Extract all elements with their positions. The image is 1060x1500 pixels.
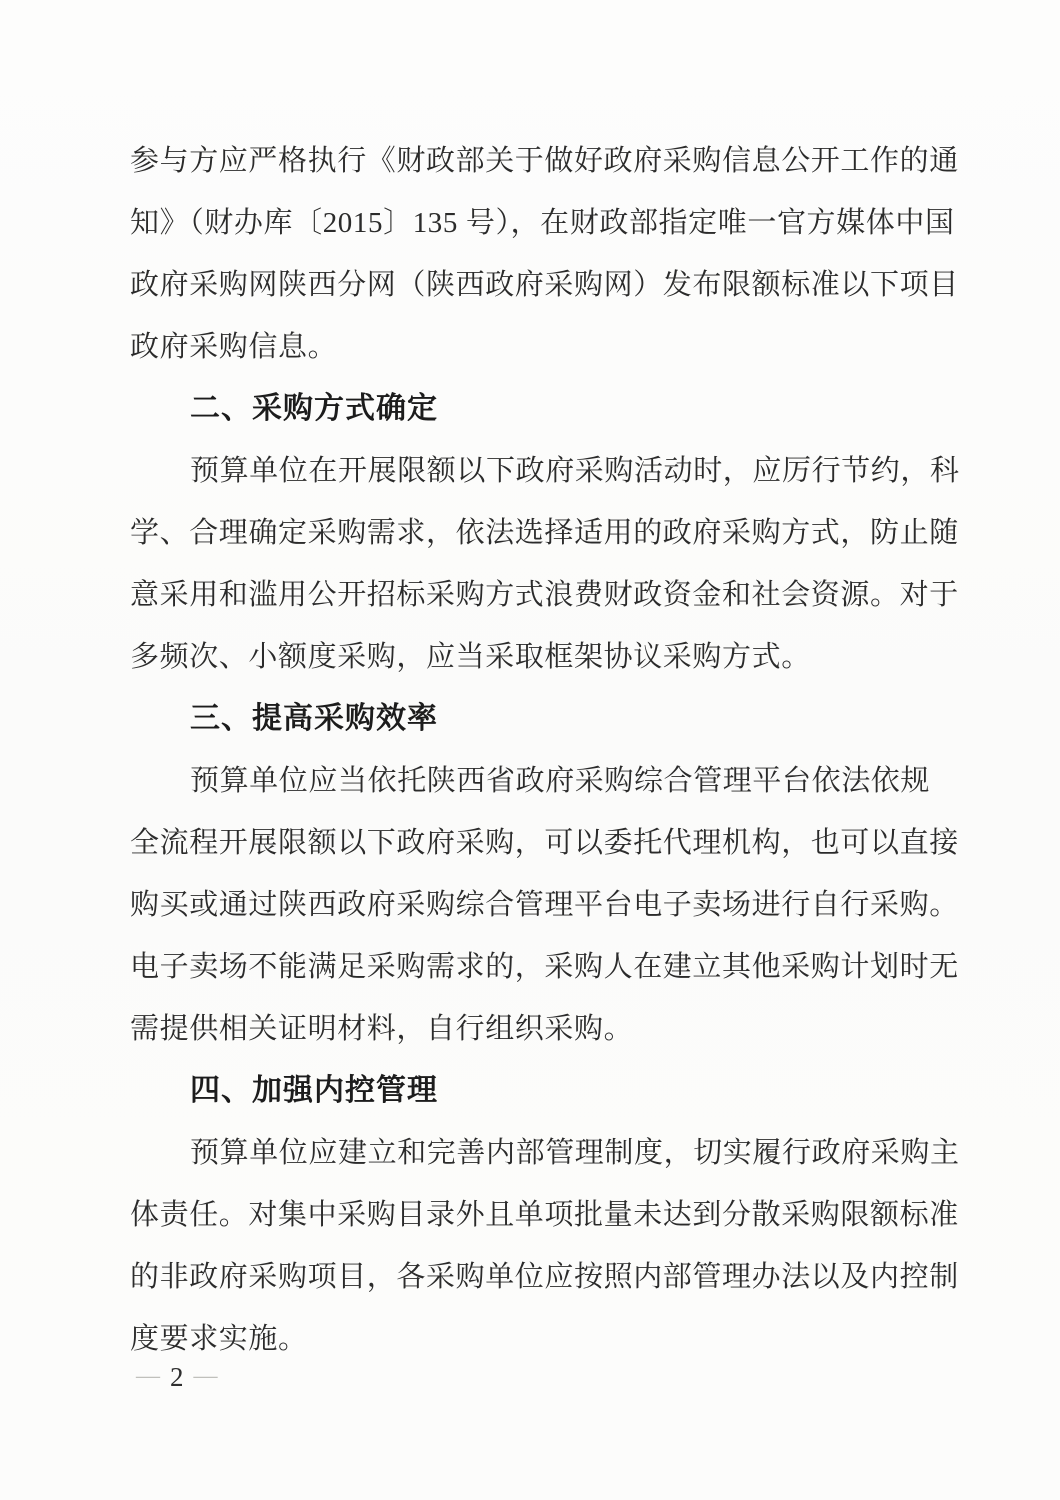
- text-line: 意采用和滥用公开招标采购方式浪费财政资金和社会资源。对于: [130, 579, 959, 611]
- paragraph: [130, 1122, 960, 1370]
- footer-left-dash: —: [136, 1363, 162, 1389]
- text-line: 多频次、小额度采购，应当采取框架协议采购方式。: [130, 641, 811, 673]
- text-line: 体责任。对集中采购目录外且单项批量未达到分散采购限额标准: [130, 1199, 959, 1231]
- text-line: 度要求实施。: [130, 1323, 308, 1355]
- document-body: [130, 130, 960, 1370]
- text-line: 知》（财办库〔2015〕135 号），在财政部指定唯一官方媒体中国: [130, 207, 955, 239]
- text-line: 政府采购信息。: [130, 331, 338, 363]
- footer-page-number: 2: [170, 1362, 186, 1392]
- text-line: 预算单位应建立和完善内部管理制度，切实履行政府采购主: [190, 1137, 960, 1169]
- section-heading-4: 四、加强内控管理: [190, 1074, 438, 1107]
- text-line: 的非政府采购项目，各采购单位应按照内部管理办法以及内控制: [130, 1261, 959, 1293]
- text-line: 预算单位在开展限额以下政府采购活动时，应厉行节约，科: [190, 455, 960, 487]
- section-heading-3: 三、提高采购效率: [190, 702, 438, 735]
- paragraph: [130, 440, 960, 688]
- footer-right-dash: —: [193, 1363, 220, 1389]
- text-line: 购买或通过陕西政府采购综合管理平台电子卖场进行自行采购。: [130, 889, 959, 921]
- paragraph: [130, 750, 959, 1060]
- text-line: 政府采购网陕西分网（陕西政府采购网）发布限额标准以下项目: [130, 269, 959, 301]
- text-line: 需提供相关证明材料，自行组织采购。: [130, 1013, 634, 1045]
- page-number: [128, 1362, 228, 1393]
- section-heading-2: 二、采购方式确定: [190, 392, 438, 425]
- text-line: 参与方应严格执行《财政部关于做好政府采购信息公开工作的通: [130, 145, 959, 177]
- paragraph: [130, 130, 959, 378]
- text-line: 预算单位应当依托陕西省政府采购综合管理平台依法依规: [190, 765, 931, 797]
- text-line: 学、合理确定采购需求，依法选择适用的政府采购方式，防止随: [130, 517, 959, 549]
- text-line: 电子卖场不能满足采购需求的，采购人在建立其他采购计划时无: [130, 951, 959, 983]
- text-line: 全流程开展限额以下政府采购，可以委托代理机构，也可以直接: [130, 827, 959, 859]
